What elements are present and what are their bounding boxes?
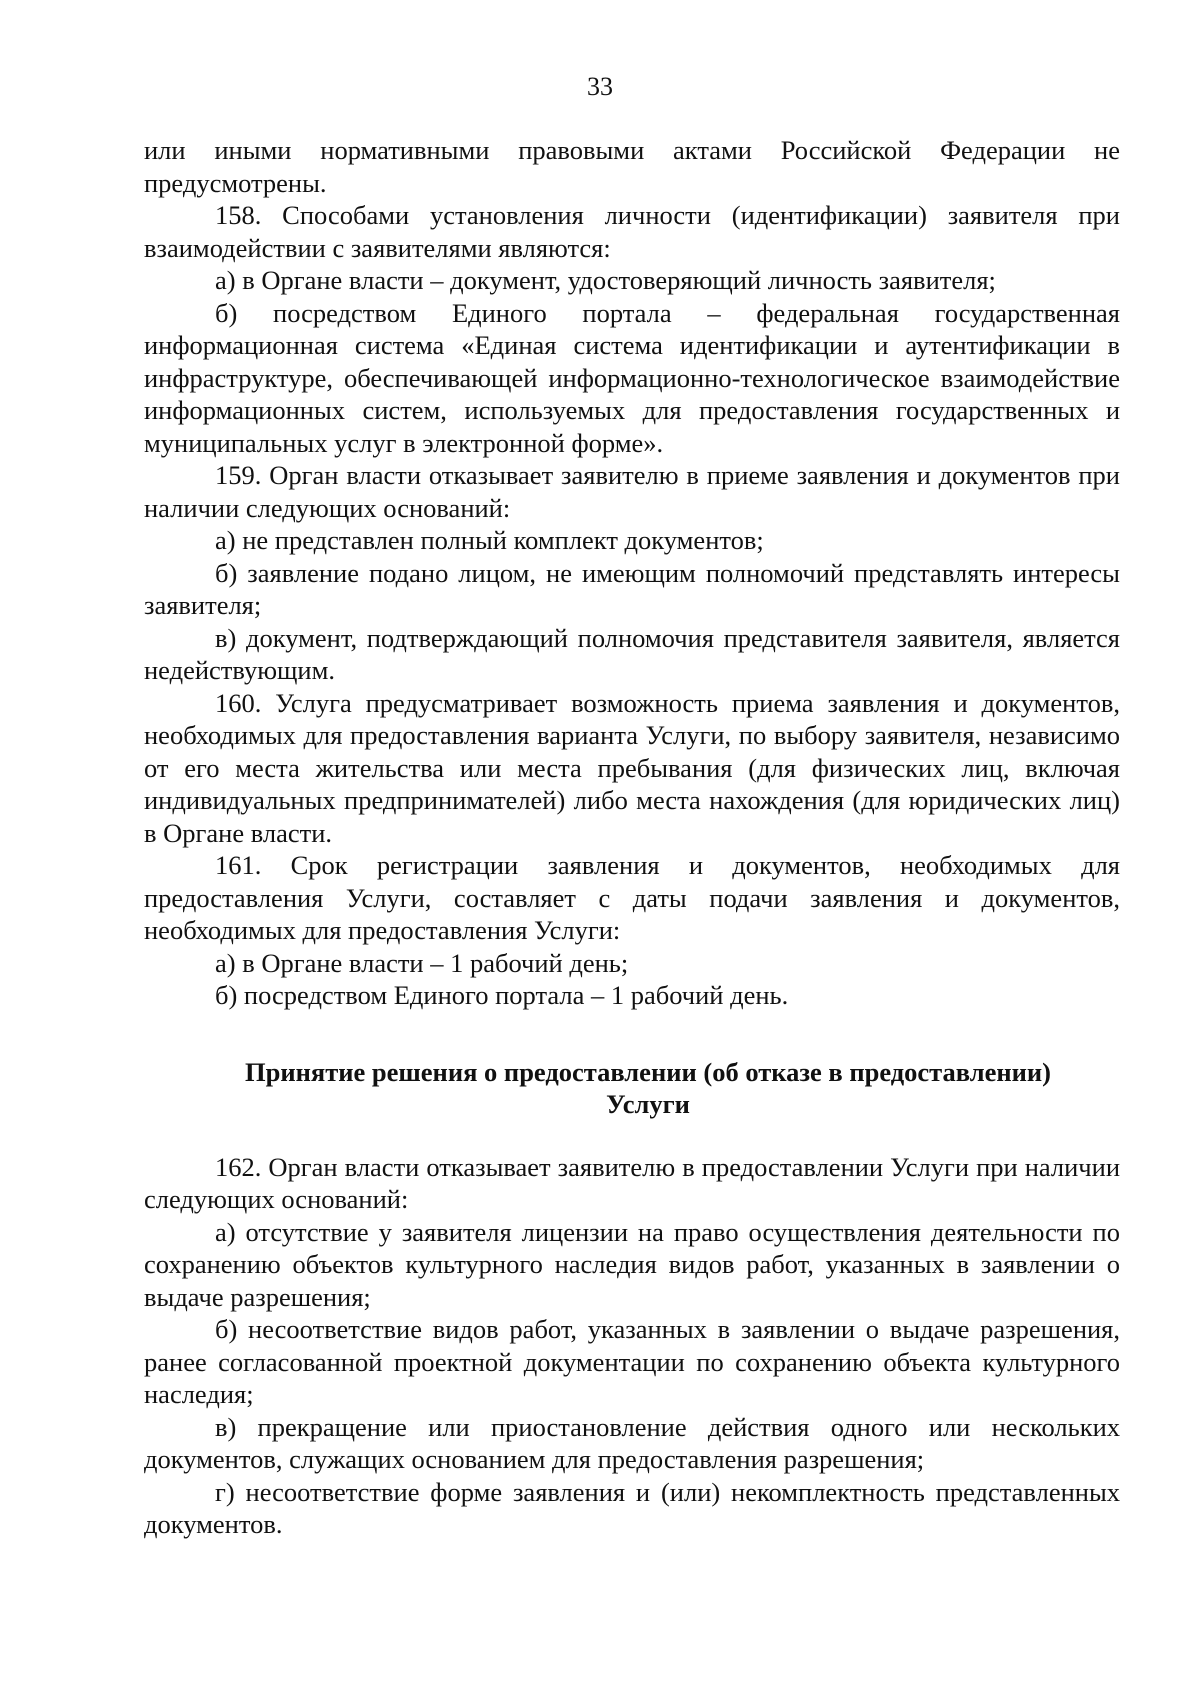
paragraph: а) в Органе власти – 1 рабочий день; xyxy=(215,947,629,978)
paragraph: в) прекращение или приостановление действия одного или нескольких документов, служащих основанием для предоставления разрешения; xyxy=(144,1411,1120,1474)
paragraph: б) посредством Единого портала – федеральная государственная информационная система «Единая система идентификации и аутентификации в инфраструктуре, обеспечивающей информационно-технологическое взаимодействие информационных систем, используемых для предоставления государственных и муниципальных услуг в электронной форме». xyxy=(144,297,1120,458)
paragraph: а) в Органе власти – документ, удостоверяющий личность заявителя; xyxy=(215,265,996,295)
section-heading xyxy=(144,1056,1120,1121)
paragraph: 158. Способами установления личности (идентификации) заявителя при взаимодействии с заявителями являются: xyxy=(144,200,1120,263)
paragraph: 162. Орган власти отказывает заявителю в предоставлении Услуги при наличии следующих оснований: xyxy=(144,1151,1120,1214)
section-heading-line: Услуги xyxy=(606,1089,690,1119)
paragraph: б) посредством Единого портала – 1 рабочий день. xyxy=(215,980,789,1010)
spacer xyxy=(144,1121,1120,1151)
page-number: 33 xyxy=(587,72,613,101)
spacer xyxy=(144,1012,1120,1056)
paragraph: г) несоответствие форме заявления и (или) некомплектность представленных документов. xyxy=(144,1476,1120,1539)
paragraph: а) отсутствие у заявителя лицензии на право осуществления деятельности по сохранению объектов культурного наследия видов работ, указанных в заявлении о выдаче разрешения; xyxy=(144,1216,1120,1312)
document-body xyxy=(144,134,1120,1541)
section-receipt-of-application xyxy=(144,134,1120,1012)
paragraph: 160. Услуга предусматривает возможность приема заявления и документов, необходимых для предоставления варианта Услуги, по выбору заявителя, независимо от его места жительства или места пребывания (для физических лиц, включая индивидуальных предпринимателей) либо места нахождения (для юридических лиц) в Органе власти. xyxy=(144,687,1120,848)
paragraph: 161. Срок регистрации заявления и документов, необходимых для предоставления Услуги, составляет с даты подачи заявления и документов, необходимых для предоставления Услуги: xyxy=(144,850,1120,945)
paragraph: а) не представлен полный комплект документов; xyxy=(215,525,764,555)
section-heading-line: Принятие решения о предоставлении (об отказе в предоставлении) xyxy=(245,1056,1051,1087)
paragraph: б) заявление подано лицом, не имеющим полномочий представлять интересы заявителя; xyxy=(144,557,1120,620)
paragraph: 159. Орган власти отказывает заявителю в приеме заявления и документов при наличии следующих оснований: xyxy=(144,460,1120,523)
paragraph: б) несоответствие видов работ, указанных в заявлении о выдаче разрешения, ранее согласованной проектной документации по сохранению объекта культурного наследия; xyxy=(144,1314,1120,1409)
paragraph: в) документ, подтверждающий полномочия представителя заявителя, является недействующим. xyxy=(144,622,1120,685)
section-decision xyxy=(144,1151,1120,1541)
paragraph: или иными нормативными правовыми актами Российской Федерации не предусмотрены. xyxy=(144,135,1120,198)
